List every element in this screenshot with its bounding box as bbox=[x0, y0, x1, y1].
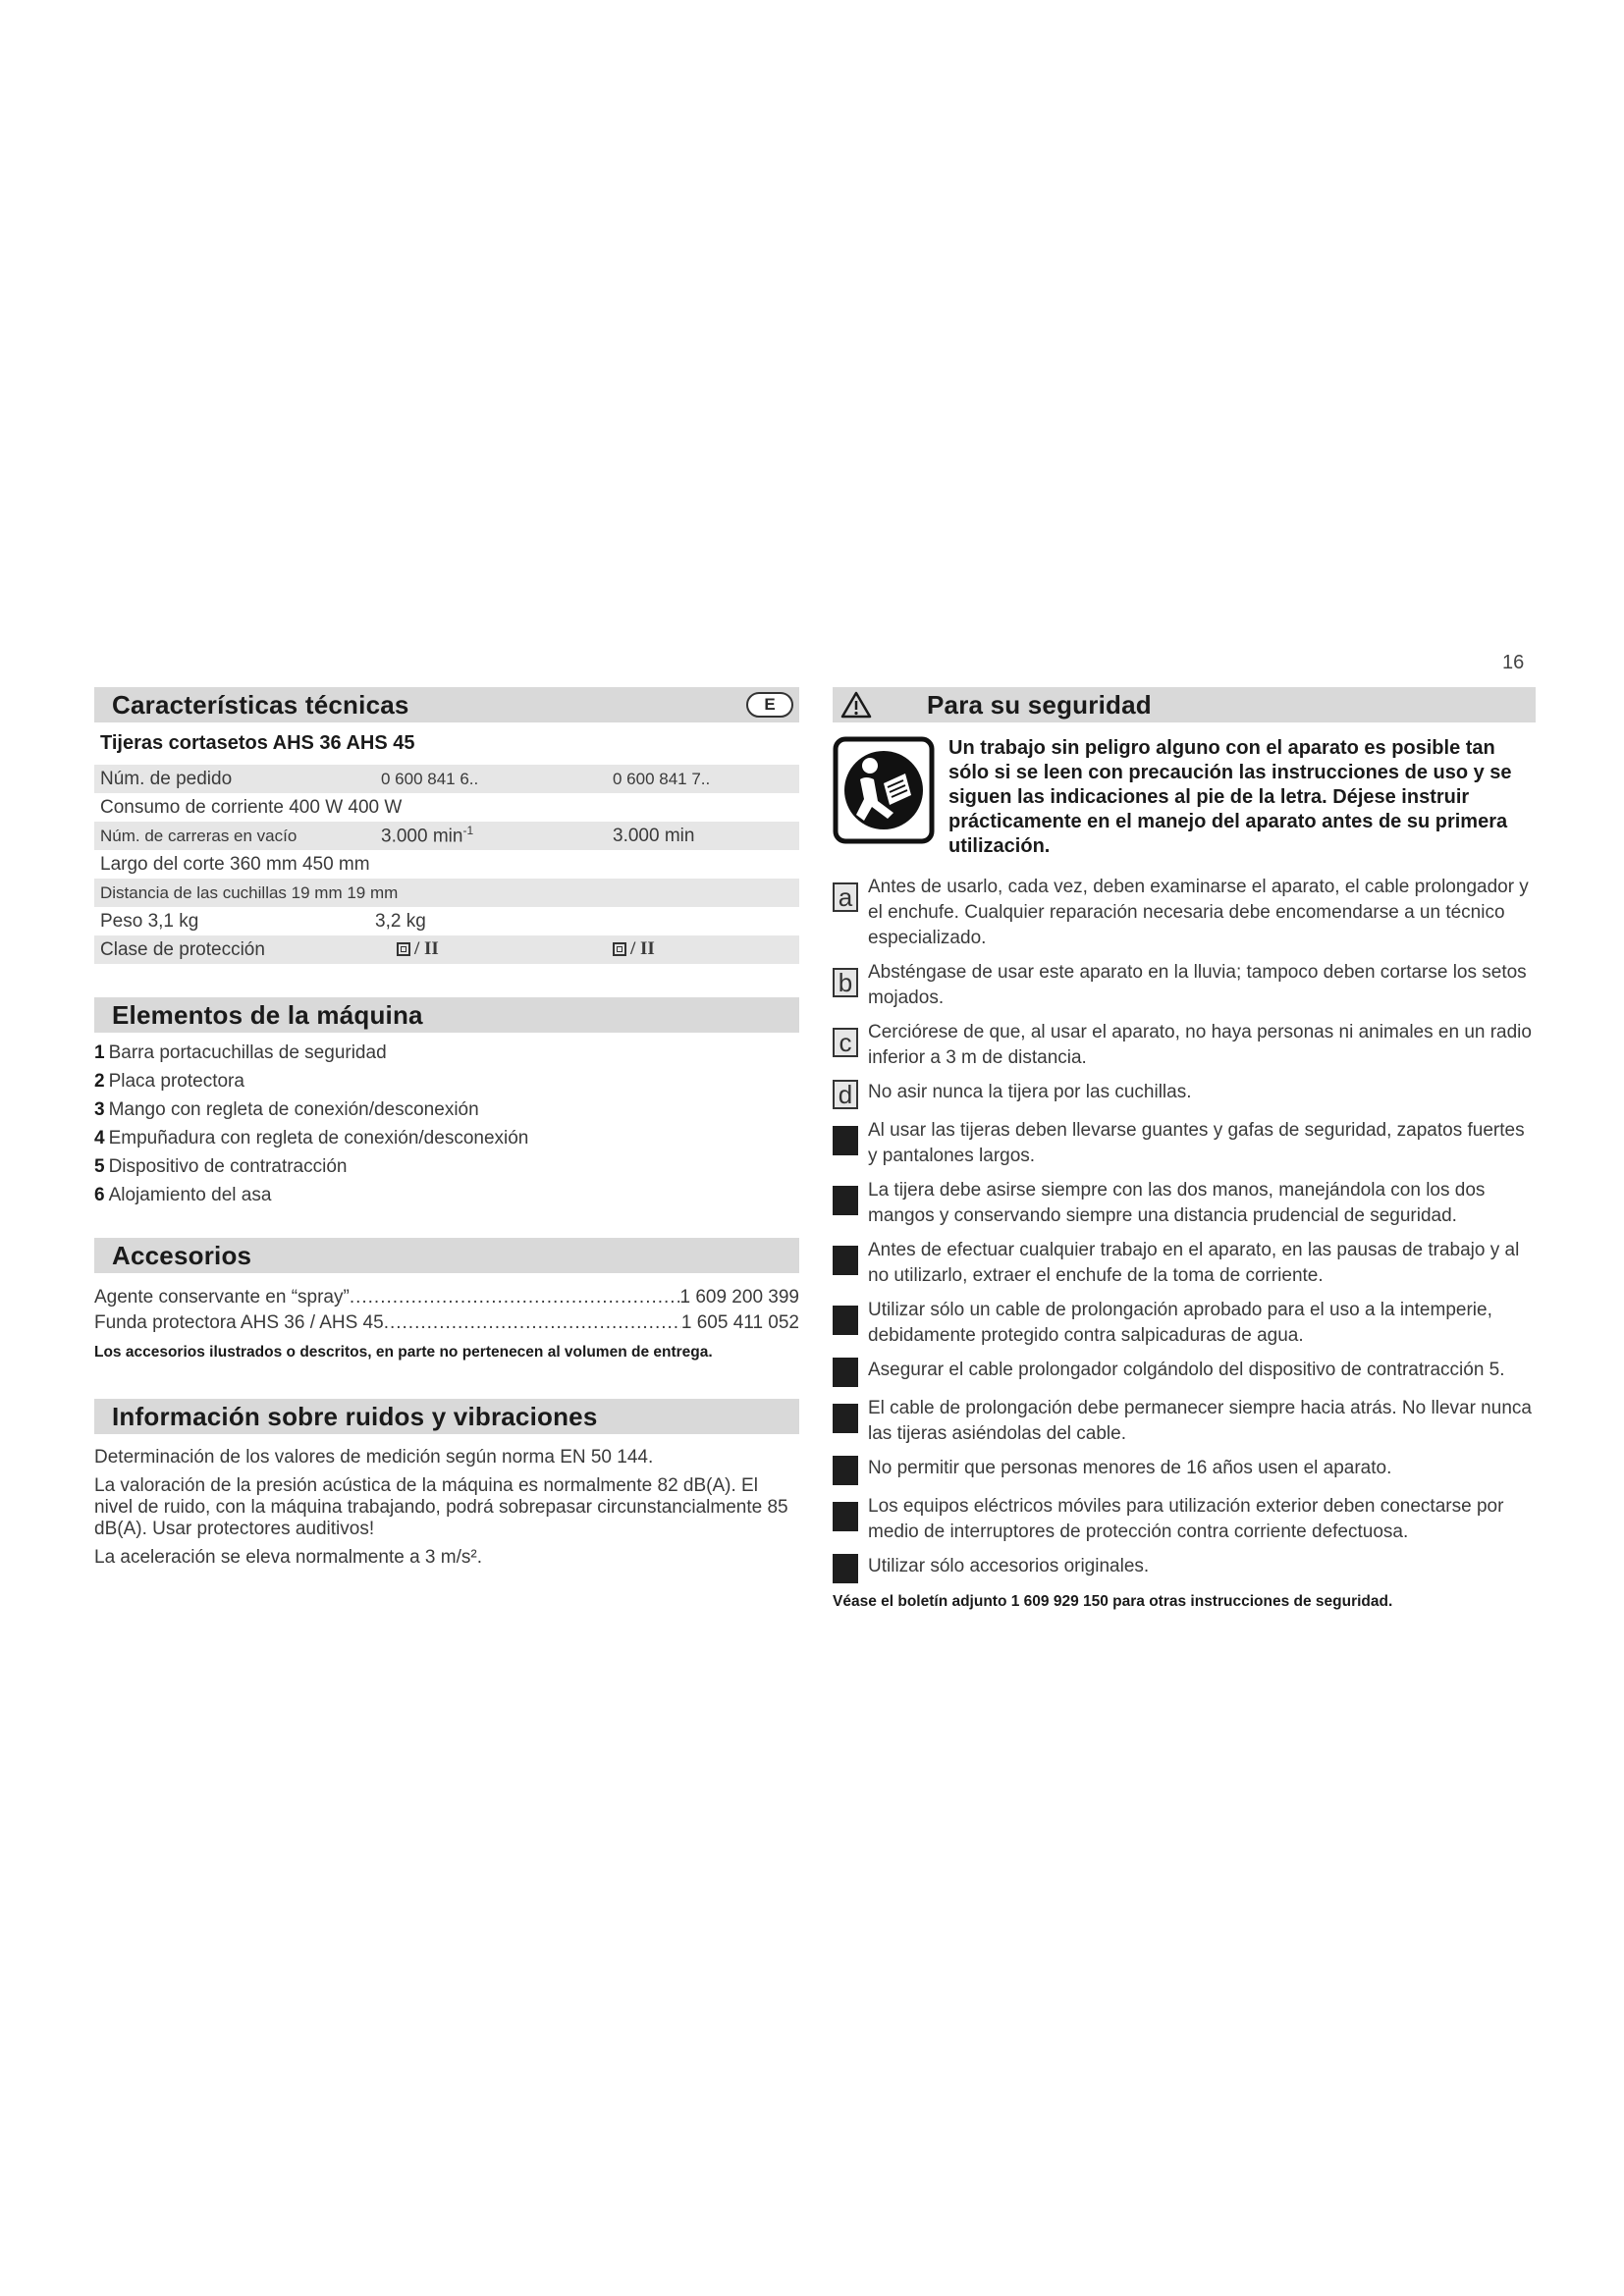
safety-intro: Un trabajo sin peligro alguno con el aparato es posible tan sólo si se leen con precaución las instrucciones de uso y se siguen las indicaciones al pie de la letra. Déjese instruir prácticamente en el manejo del aparato antes de su primera utilización. bbox=[948, 737, 1512, 857]
tech-specs-header bbox=[94, 687, 799, 722]
page-number: 16 bbox=[1502, 652, 1525, 673]
spec-value: 3.000 min bbox=[607, 822, 799, 850]
elements-header bbox=[94, 997, 799, 1033]
bullet-marker bbox=[833, 1554, 858, 1583]
warning-icon bbox=[840, 691, 872, 719]
parts-list bbox=[94, 1042, 799, 1206]
spec-value: 0 600 841 6.. bbox=[375, 765, 607, 793]
double-insulation-icon bbox=[613, 942, 626, 956]
accessories-note: Los accesorios ilustrados o descritos, en parte no pertenecen al volumen de entrega. bbox=[94, 1344, 713, 1361]
accessories-list bbox=[94, 1285, 799, 1336]
spec-label: Clase de protección bbox=[94, 935, 375, 964]
bullet-marker: b bbox=[833, 968, 858, 997]
bullet-marker bbox=[833, 1186, 858, 1215]
table-row bbox=[94, 765, 799, 793]
table-row bbox=[94, 850, 799, 879]
list-item: 1 Barra portacuchillas de seguridad bbox=[94, 1042, 387, 1063]
list-item: No permitir que personas menores de 16 años usen el aparato. bbox=[833, 1456, 1536, 1485]
list-item: 2 Placa protectora bbox=[94, 1071, 244, 1092]
tech-specs-title: Características técnicas bbox=[112, 689, 409, 720]
list-item: La tijera debe asirse siempre con las dos manos, manejándola con los dos mangos y conservando siempre una distancia prudencial de seguridad. bbox=[833, 1178, 1536, 1229]
safety-header bbox=[833, 687, 1536, 722]
noise-paragraph: La valoración de la presión acústica de la máquina es normalmente 82 dB(A). El nivel de ruido, con la máquina trabajando, podrá sobrepasar circunstancialmente 85 dB(A). Usar protectores auditivos! bbox=[94, 1475, 788, 1539]
list-item: Asegurar el cable prolongador colgándolo del dispositivo de contratracción 5. bbox=[833, 1358, 1536, 1387]
list-item: d No asir nunca la tijera por las cuchillas. bbox=[833, 1080, 1536, 1109]
spec-value: 3,2 kg bbox=[375, 910, 426, 932]
safety-final-note: Véase el boletín adjunto 1 609 929 150 para otras instrucciones de seguridad. bbox=[833, 1593, 1393, 1610]
table-row bbox=[94, 935, 799, 964]
noise-title: Información sobre ruidos y vibraciones bbox=[112, 1401, 598, 1431]
left-column bbox=[94, 687, 799, 1575]
list-item: c Cerciórese de que, al usar el aparato, no haya personas ni animales en un radio inferior a 3 m de distancia. bbox=[833, 1020, 1536, 1071]
spec-label: Distancia de las cuchillas 19 mm 19 mm bbox=[94, 879, 799, 907]
table-row bbox=[94, 822, 799, 850]
bullet-marker: d bbox=[833, 1080, 858, 1109]
table-row bbox=[94, 793, 799, 822]
right-column bbox=[833, 687, 1536, 1611]
bullet-marker bbox=[833, 1246, 858, 1275]
safety-title: Para su seguridad bbox=[927, 689, 1152, 720]
spec-value: 0 600 841 7.. bbox=[607, 765, 799, 793]
noise-paragraph: Determinación de los valores de medición según norma EN 50 144. bbox=[94, 1447, 654, 1468]
list-item: El cable de prolongación debe permanecer siempre hacia atrás. No llevar nunca las tijeras asiéndolas del cable. bbox=[833, 1396, 1536, 1447]
bullet-marker: a bbox=[833, 882, 858, 912]
bullet-marker bbox=[833, 1358, 858, 1387]
tech-specs-subtitle: Tijeras cortasetos AHS 36 AHS 45 bbox=[100, 732, 415, 754]
list-item: Utilizar sólo accesorios originales. bbox=[833, 1554, 1536, 1583]
list-item: 6 Alojamiento del asa bbox=[94, 1185, 272, 1205]
protection-class-symbol: / II bbox=[607, 935, 799, 964]
bullet-marker bbox=[833, 1502, 858, 1531]
bullet-marker bbox=[833, 1456, 858, 1485]
bullet-marker: c bbox=[833, 1028, 858, 1057]
spec-label: Largo del corte 360 mm 450 mm bbox=[100, 853, 370, 875]
list-item: Utilizar sólo un cable de prolongación aprobado para el uso a la intemperie, debidamente protegido contra salpicaduras de agua. bbox=[833, 1298, 1536, 1349]
read-manual-icon bbox=[833, 736, 935, 844]
spec-label: Núm. de carreras en vacío bbox=[94, 822, 375, 850]
list-item: Los equipos eléctricos móviles para utilización exterior deben conectarse por medio de interruptores de protección contra corriente defectuosa. bbox=[833, 1494, 1536, 1545]
list-item: a Antes de usarlo, cada vez, deben examinarse el aparato, el cable prolongador y el enchufe. Cualquier reparación necesaria debe encomendarse a un técnico especializado. bbox=[833, 875, 1536, 951]
language-badge: E bbox=[746, 692, 793, 718]
bullet-marker bbox=[833, 1126, 858, 1155]
bullet-marker bbox=[833, 1306, 858, 1335]
safety-list bbox=[833, 875, 1536, 1583]
noise-paragraph: La aceleración se eleva normalmente a 3 m/s². bbox=[94, 1547, 482, 1568]
table-row bbox=[94, 879, 799, 907]
list-item: Antes de efectuar cualquier trabajo en el aparato, en las pausas de trabajo y al no utilizarlo, extraer el enchufe de la toma de corriente. bbox=[833, 1238, 1536, 1289]
bullet-marker bbox=[833, 1404, 858, 1433]
noise-header bbox=[94, 1399, 799, 1434]
spec-label: Peso 3,1 kg bbox=[100, 910, 199, 932]
elements-title: Elementos de la máquina bbox=[112, 999, 423, 1030]
list-item: 5 Dispositivo de contratracción bbox=[94, 1156, 348, 1177]
double-insulation-icon bbox=[397, 942, 410, 956]
accessories-header bbox=[94, 1238, 799, 1273]
spec-label: Consumo de corriente 400 W 400 W bbox=[100, 796, 403, 818]
tech-specs-table bbox=[94, 765, 799, 964]
list-item: Funda protectora AHS 36 / AHS 45 ..... 1 605 411 052 bbox=[94, 1310, 799, 1336]
list-item: b Absténgase de usar este aparato en la lluvia; tampoco deben cortarse los setos mojados. bbox=[833, 960, 1536, 1011]
list-item: Agente conservante en “spray” ..... 1 609 200 399 bbox=[94, 1285, 799, 1310]
protection-class-symbol: / II bbox=[375, 935, 607, 964]
table-row bbox=[94, 907, 799, 935]
list-item: Al usar las tijeras deben llevarse guantes y gafas de seguridad, zapatos fuertes y pantalones largos. bbox=[833, 1118, 1536, 1169]
accessories-title: Accesorios bbox=[112, 1240, 252, 1270]
list-item: 4 Empuñadura con regleta de conexión/desconexión bbox=[94, 1128, 529, 1148]
spec-value: 3.000 $\min^{-1}$ bbox=[375, 822, 607, 850]
spec-label: Núm. de pedido bbox=[94, 765, 375, 793]
list-item: 3 Mango con regleta de conexión/desconexión bbox=[94, 1099, 479, 1120]
